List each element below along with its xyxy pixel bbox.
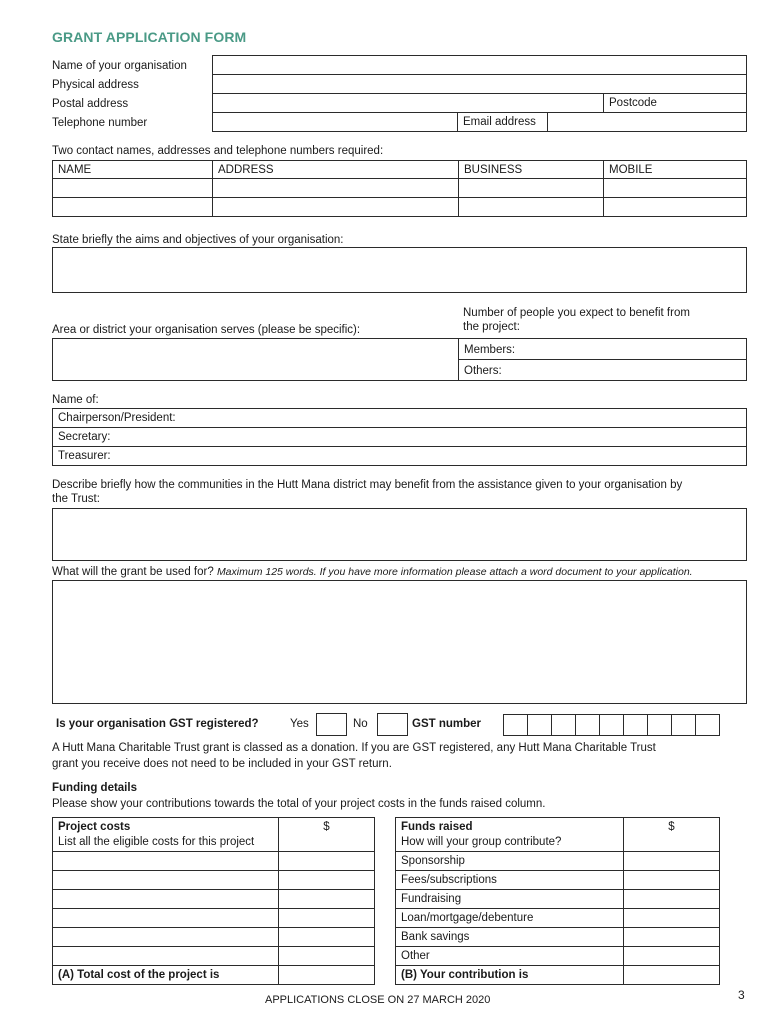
deadline-footer: APPLICATIONS CLOSE ON 27 MARCH 2020	[265, 994, 491, 1006]
funds-item-bank-savings: Bank savings	[395, 927, 624, 947]
funding-instruction: Please show your contributions towards the total of your project costs in the funds raised column.	[52, 798, 546, 810]
usage-label: What will the grant be used for?	[52, 566, 214, 578]
cost-item-field[interactable]	[52, 889, 279, 909]
physical-address-field[interactable]	[212, 74, 747, 94]
contact2-business-field[interactable]	[458, 197, 604, 217]
email-label: Email address	[463, 116, 536, 128]
org-name-label: Name of your organisation	[52, 60, 187, 72]
others-label: Others:	[464, 365, 502, 377]
benefit-label-line2: the Trust:	[52, 493, 100, 505]
area-label: Area or district your organisation serves (please be specific):	[52, 324, 361, 336]
treasurer-label: Treasurer:	[58, 450, 111, 462]
chair-field[interactable]	[52, 408, 747, 428]
benefit-label-line1: Describe briefly how the communities in the Hutt Mana district may benefit from the assistance given to your organisation by	[52, 479, 683, 491]
cost-item-field[interactable]	[52, 851, 279, 871]
costs-total-field[interactable]	[278, 965, 375, 985]
postcode-field[interactable]	[603, 93, 747, 113]
funds-amount-field[interactable]	[623, 889, 720, 909]
costs-total-label: (A) Total cost of the project is	[52, 965, 279, 985]
gst-digit[interactable]	[672, 714, 696, 736]
cost-amount-field[interactable]	[278, 946, 375, 966]
gst-yes-label: Yes	[290, 718, 309, 730]
funds-currency-cell	[623, 817, 720, 852]
aims-label: State briefly the aims and objectives of your organisation:	[52, 234, 344, 246]
gst-digit[interactable]	[648, 714, 672, 736]
contacts-header-mobile: MOBILE	[603, 160, 747, 179]
cost-amount-field[interactable]	[278, 851, 375, 871]
cost-amount-field[interactable]	[278, 870, 375, 890]
cost-item-field[interactable]	[52, 908, 279, 928]
contacts-instruction: Two contact names, addresses and telephone numbers required:	[52, 145, 384, 157]
usage-field[interactable]	[52, 580, 747, 704]
email-field[interactable]	[547, 112, 747, 132]
contact1-business-field[interactable]	[458, 178, 604, 198]
postal-address-field[interactable]	[212, 93, 604, 113]
funds-amount-field[interactable]	[623, 946, 720, 966]
email-label-cell	[457, 112, 548, 132]
funds-heading: Funds raised	[401, 821, 473, 833]
contacts-header-name: NAME	[52, 160, 213, 179]
funds-amount-field[interactable]	[623, 870, 720, 890]
funds-item-sponsorship: Sponsorship	[395, 851, 624, 871]
contact1-name-field[interactable]	[52, 178, 213, 198]
chair-label: Chairperson/President:	[58, 412, 176, 424]
members-field[interactable]	[458, 338, 747, 360]
telephone-label: Telephone number	[52, 117, 148, 129]
cost-item-field[interactable]	[52, 870, 279, 890]
cost-amount-field[interactable]	[278, 927, 375, 947]
funds-item-other: Other	[395, 946, 624, 966]
officers-label: Name of:	[52, 394, 99, 406]
funds-currency: $	[668, 821, 675, 833]
contact2-address-field[interactable]	[212, 197, 459, 217]
cost-amount-field[interactable]	[278, 908, 375, 928]
treasurer-field[interactable]	[52, 446, 747, 466]
contact2-name-field[interactable]	[52, 197, 213, 217]
telephone-field[interactable]	[212, 112, 458, 132]
contact1-address-field[interactable]	[212, 178, 459, 198]
secretary-field[interactable]	[52, 427, 747, 447]
gst-digit[interactable]	[528, 714, 552, 736]
contact1-mobile-field[interactable]	[603, 178, 747, 198]
postcode-label: Postcode	[609, 97, 657, 109]
funds-total-field[interactable]	[623, 965, 720, 985]
gst-yes-checkbox[interactable]	[316, 713, 347, 736]
usage-note: Maximum 125 words. If you have more information please attach a word document to your application.	[216, 566, 693, 578]
funds-amount-field[interactable]	[623, 851, 720, 871]
page-number: 3	[738, 988, 745, 1002]
contacts-header-address: ADDRESS	[212, 160, 459, 179]
aims-field[interactable]	[52, 247, 747, 293]
gst-note-line1: A Hutt Mana Charitable Trust grant is classed as a donation. If you are GST registered, any Hutt Mana Charitable Trust	[52, 742, 656, 754]
org-name-field[interactable]	[212, 55, 747, 75]
secretary-label: Secretary:	[58, 431, 111, 443]
form-title: GRANT APPLICATION FORM	[52, 29, 247, 45]
postal-address-label: Postal address	[52, 98, 129, 110]
funding-heading: Funding details	[52, 782, 137, 794]
gst-digit[interactable]	[600, 714, 624, 736]
beneficiaries-label: Number of people you expect to benefit from	[463, 307, 690, 319]
contacts-header-business: BUSINESS	[458, 160, 604, 179]
physical-address-label: Physical address	[52, 79, 139, 91]
gst-number-label: GST number	[412, 718, 482, 730]
gst-digit[interactable]	[552, 714, 576, 736]
gst-question: Is your organisation GST registered?	[56, 718, 259, 730]
gst-digit[interactable]	[624, 714, 648, 736]
usage-label-row	[52, 565, 693, 579]
costs-currency: $	[323, 821, 330, 833]
cost-item-field[interactable]	[52, 946, 279, 966]
funds-amount-field[interactable]	[623, 908, 720, 928]
contact2-mobile-field[interactable]	[603, 197, 747, 217]
cost-amount-field[interactable]	[278, 889, 375, 909]
funds-item-fundraising: Fundraising	[395, 889, 624, 909]
funds-amount-field[interactable]	[623, 927, 720, 947]
benefit-field[interactable]	[52, 508, 747, 561]
others-field[interactable]	[458, 359, 747, 381]
costs-header-cell	[52, 817, 279, 852]
area-field[interactable]	[52, 338, 459, 381]
costs-heading: Project costs	[58, 821, 131, 833]
funds-header-cell	[395, 817, 624, 852]
gst-digit[interactable]	[503, 714, 528, 736]
beneficiaries-label-2: the project:	[463, 321, 520, 333]
gst-no-label: No	[353, 718, 368, 730]
funds-subheading: How will your group contribute?	[401, 836, 562, 848]
gst-note-line2: grant you receive does not need to be included in your GST return.	[52, 758, 392, 770]
gst-no-checkbox[interactable]	[377, 713, 408, 736]
costs-currency-cell	[278, 817, 375, 852]
funds-item-loan: Loan/mortgage/debenture	[395, 908, 624, 928]
funds-item-fees: Fees/subscriptions	[395, 870, 624, 890]
gst-digit[interactable]	[696, 714, 720, 736]
funds-total-label: (B) Your contribution is	[395, 965, 624, 985]
cost-item-field[interactable]	[52, 927, 279, 947]
costs-subheading: List all the eligible costs for this project	[58, 836, 255, 848]
members-label: Members:	[464, 344, 516, 356]
gst-digit[interactable]	[576, 714, 600, 736]
